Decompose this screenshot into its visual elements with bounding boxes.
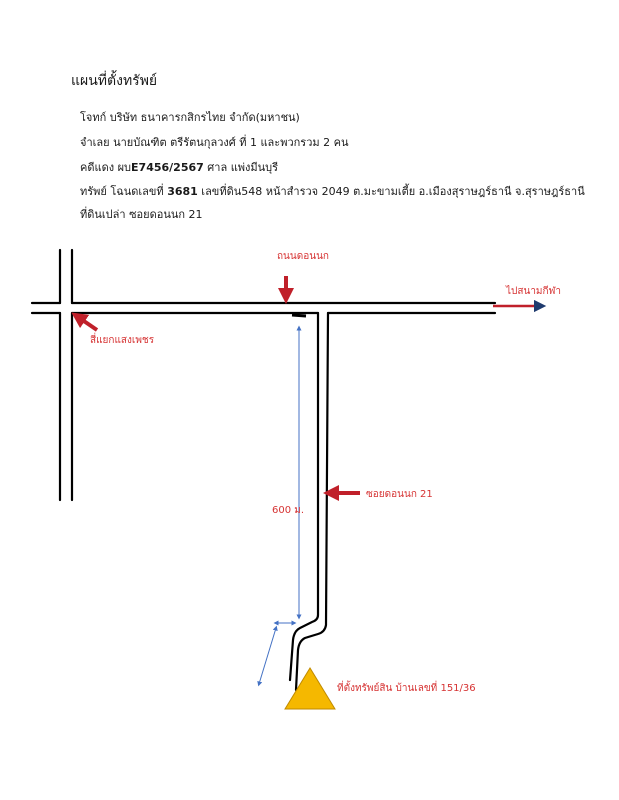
soi-road-left-edge xyxy=(290,313,318,680)
page-title: แผนที่ตั้งทรัพย์ xyxy=(71,73,158,89)
distance-label: 600 ม. xyxy=(272,505,305,516)
case-number: E7456/2567 xyxy=(131,161,204,174)
land-note-line: ที่ดินเปล่า ซอยดอนนก 21 xyxy=(80,208,203,221)
road-lines xyxy=(32,250,495,690)
property-details: เลขที่ดิน548 หน้าสำรวจ 2049 ต.มะขามเตี้ย อ.เมืองสุราษฎร์ธานี จ.สุราษฎร์ธานี xyxy=(197,185,585,198)
main-road-label: ถนนดอนนก xyxy=(277,251,329,262)
access-dimension xyxy=(259,628,276,684)
soi-road-right-edge xyxy=(296,313,328,690)
defendant-line: จำเลย นายบัณฑิต ตรีรัตนกุลวงศ์ ที่ 1 และพวกรวม 2 คน xyxy=(80,136,349,149)
intersection-arrow xyxy=(78,317,97,330)
deed-number: 3681 xyxy=(167,185,198,198)
property-location-label: ที่ตั้งทรัพย์สิน บ้านเลขที่ 151/36 xyxy=(337,683,476,694)
soi-label: ซอยดอนนก 21 xyxy=(366,489,433,500)
court-name: ศาล แพ่งมีนบุรี xyxy=(203,161,279,174)
soi-entrance-mark xyxy=(292,315,306,316)
intersection-label: สี่แยกแสงเพชร xyxy=(90,335,155,346)
case-prefix: คดีแดง ผบ xyxy=(80,161,132,174)
property-prefix: ทรัพย์ โฉนดเลขที่ xyxy=(80,185,168,198)
plaintiff-line: โจทก์ บริษัท ธนาคารกสิกรไทย จำกัด(มหาชน) xyxy=(80,111,300,124)
stadium-direction-label: ไปสนามกีฬา xyxy=(506,286,562,297)
property-marker-icon xyxy=(285,668,335,709)
